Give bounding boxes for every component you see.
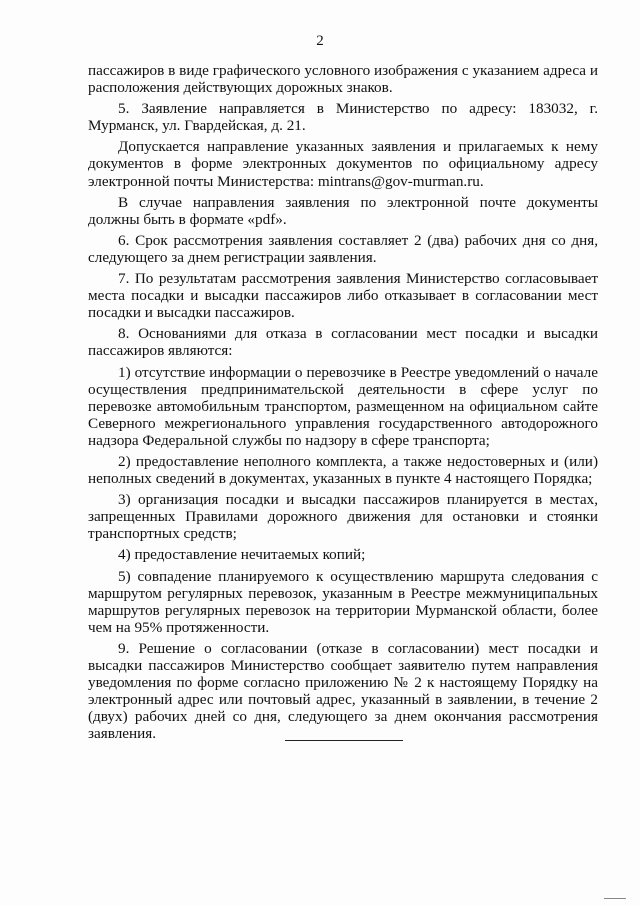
end-separator-line	[285, 740, 403, 741]
paragraph-continuation: пассажиров в виде графического условного изображения с указанием адреса и расположения действующих дорожных знаков.	[88, 62, 598, 97]
subitem-4: 4) предоставление нечитаемых копий;	[118, 546, 366, 564]
page-corner-mark	[604, 892, 626, 899]
paragraph-item-6: 6. Срок рассмотрения заявления составляет 2 (два) рабочих дня со дня, следующего за днем регистрации заявления.	[88, 231, 598, 266]
paragraph-item-8: 8. Основаниями для отказа в согласовании мест посадки и высадки пассажиров являются:	[88, 325, 598, 360]
paragraph-item-9: 9. Решение о согласовании (отказе в согласовании) мест посадки и высадки пассажиров Министерство сообщает заявителю путем направления уведомления по форме согласно приложению № 2 к настоящему Порядку на электронный адрес или почтовый адрес, указанный в заявлении, в течение 2 (двух) рабочих дней со дня, следующего за днем окончания рассмотрения заявления.	[88, 639, 598, 743]
paragraph-electronic-submission: Допускается направление указанных заявления и прилагаемых к нему документов в форме электронных документов по официальному адресу электронной почты Министерства: mintrans@gov-murman.ru.	[88, 138, 598, 190]
paragraph-item-5: 5. Заявление направляется в Министерство по адресу: 183032, г. Мурманск, ул. Гвардейская, д. 21.	[88, 100, 598, 135]
paragraph-item-7: 7. По результатам рассмотрения заявления Министерство согласовывает места посадки и высадки пассажиров либо отказывает в согласовании мест посадки и высадки пассажиров.	[88, 270, 598, 322]
document-body	[88, 62, 598, 746]
subitem-1: 1) отсутствие информации о перевозчике в Реестре уведомлений о начале осуществления предпринимательской деятельности в сфере услуг по перевозке автомобильным транспортом, размещенном на официальном сайте Северного межрегионального управления государственного автодорожного надзора Федеральной службы по надзору в сфере транспорта;	[88, 363, 598, 449]
subitem-5: 5) совпадение планируемого к осуществлению маршрута следования с маршрутом регулярных перевозок, указанным в Реестре межмуниципальных маршрутов регулярных перевозок на территории Мурманской области, более чем на 95% протяженности.	[88, 567, 598, 636]
paragraph-pdf-format: В случае направления заявления по электронной почте документы должны быть в формате «pdf».	[88, 193, 598, 228]
page-number: 2	[316, 33, 324, 49]
subitem-2: 2) предоставление неполного комплекта, а также недостоверных и (или) неполных сведений в документах, указанных в пункте 4 настоящего Порядка;	[88, 452, 598, 488]
subitem-3: 3) организация посадки и высадки пассажиров планируется в местах, запрещенных Правилами дорожного движения для остановки и стоянки транспортных средств;	[88, 491, 598, 543]
